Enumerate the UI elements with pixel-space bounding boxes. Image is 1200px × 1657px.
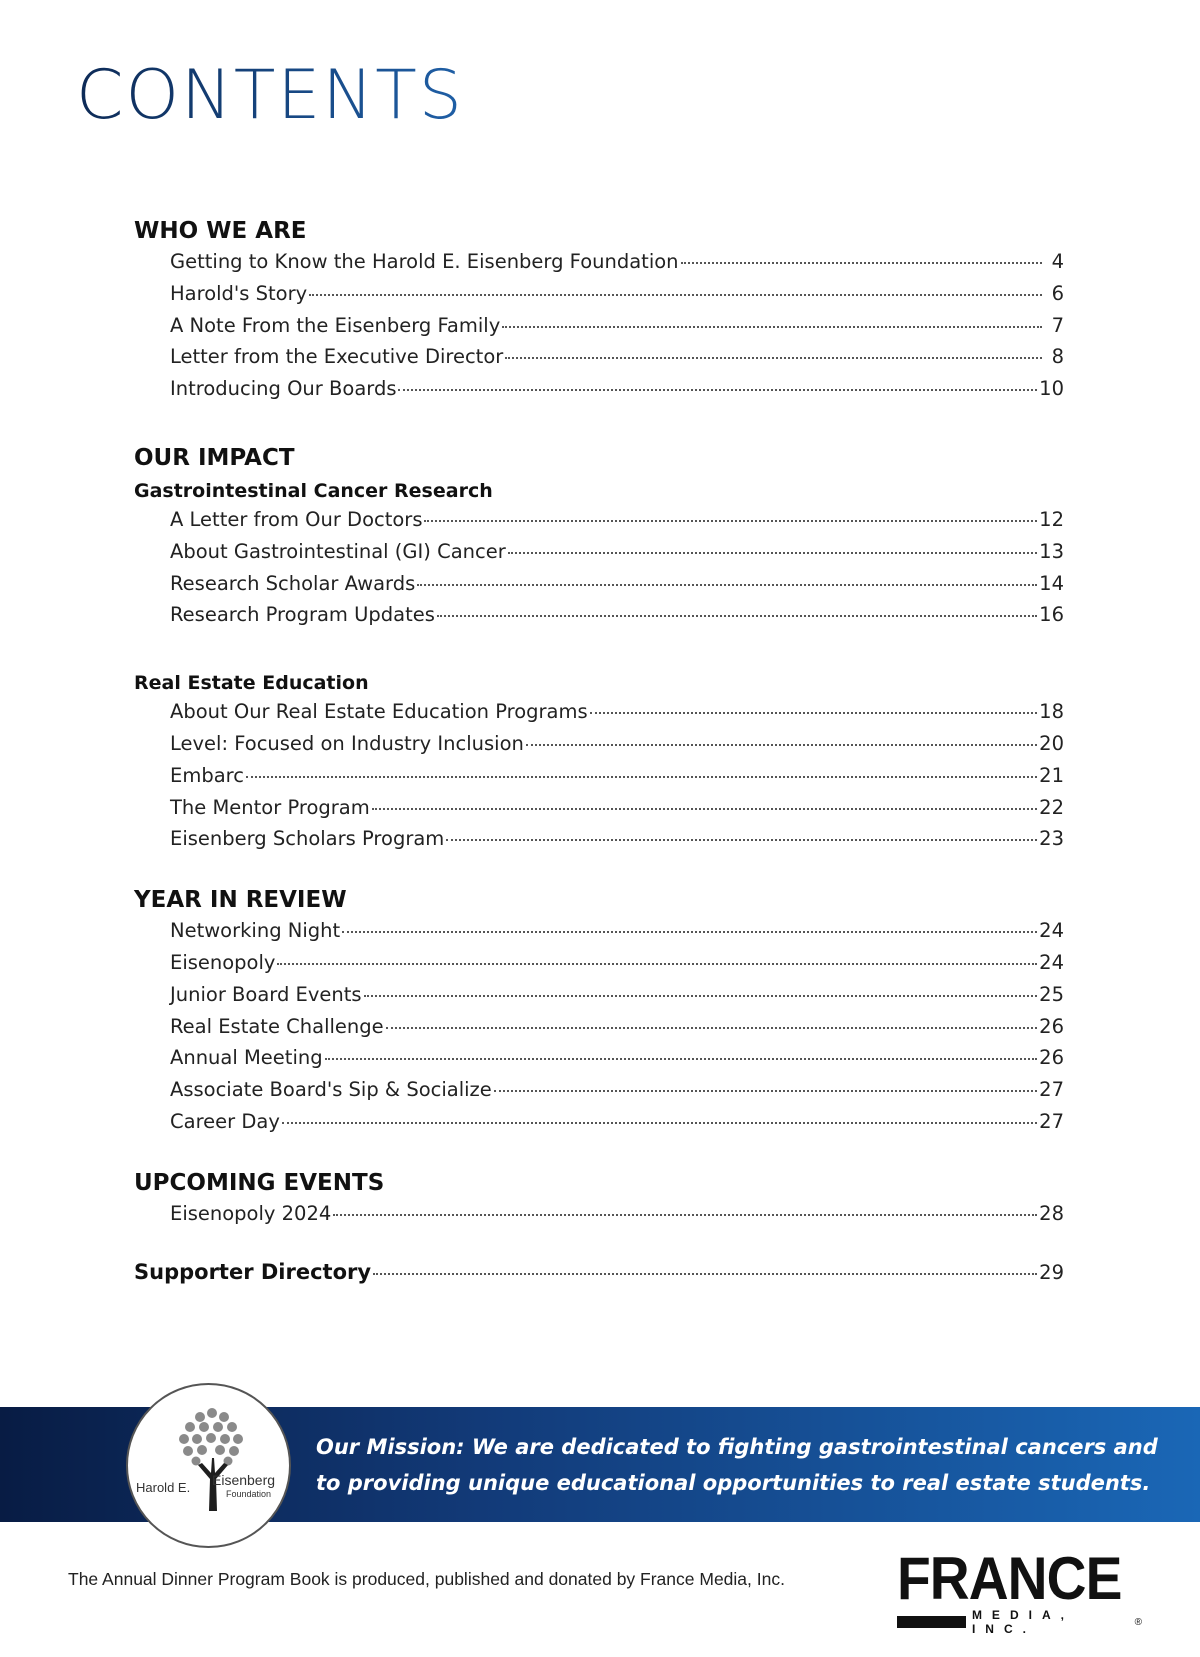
toc-entry-page: 14 — [1039, 571, 1064, 595]
footer-credit: The Annual Dinner Program Book is produced, published and donated by France Media, Inc. — [68, 1569, 785, 1589]
toc-entry-page: 8 — [1051, 345, 1064, 369]
toc-entry-label: Letter from the Executive Director — [170, 345, 504, 369]
toc-entry[interactable] — [134, 314, 1064, 346]
dot-leader — [446, 839, 1037, 841]
logo-name-left: Harold E. — [136, 1480, 191, 1495]
toc-entry-page: 18 — [1039, 700, 1064, 724]
toc-entry-page: 27 — [1039, 1078, 1064, 1102]
dot-leader — [494, 1090, 1037, 1092]
page-title: CONTENTS — [76, 56, 464, 135]
toc-entry-page: 16 — [1039, 603, 1064, 627]
toc-entry[interactable] — [134, 572, 1064, 604]
dot-leader — [342, 931, 1037, 933]
subsection-title-real-estate-education: Real Estate Education — [134, 672, 369, 695]
toc-entry-label: Research Program Updates — [170, 603, 435, 627]
logo-bar — [897, 1616, 966, 1628]
dot-leader — [277, 963, 1037, 965]
toc-entry-page: 12 — [1039, 507, 1064, 531]
logo-name-right — [212, 1473, 275, 1501]
france-media-logo — [897, 1545, 1142, 1636]
toc-entry[interactable] — [134, 1202, 1064, 1234]
mission-statement — [316, 1429, 1176, 1501]
toc-entry-page: 13 — [1039, 539, 1064, 563]
toc-entry-label: A Note From the Eisenberg Family — [170, 313, 501, 337]
foundation-logo — [126, 1383, 291, 1548]
logo-name-main: Eisenberg — [212, 1472, 276, 1488]
dot-leader — [417, 584, 1037, 586]
section-title-upcoming-events: UPCOMING EVENTS — [134, 1169, 385, 1196]
toc-entry-label: Introducing Our Boards — [170, 377, 397, 401]
toc-list-upcoming-events — [134, 1202, 1064, 1234]
subsection-title-gi-research: Gastrointestinal Cancer Research — [134, 479, 493, 502]
toc-entry-label: Level: Focused on Industry Inclusion — [170, 731, 524, 755]
dot-leader — [681, 262, 1042, 264]
registered-mark: ® — [1134, 1616, 1142, 1628]
toc-entry[interactable] — [134, 983, 1064, 1015]
toc-entry-page: 25 — [1039, 982, 1064, 1006]
dot-leader — [246, 776, 1037, 778]
toc-entry-supporter-directory[interactable] — [134, 1260, 1064, 1292]
toc-list-who-we-are — [134, 250, 1064, 409]
toc-entry-page: 10 — [1039, 377, 1064, 401]
toc-entry-page: 26 — [1039, 1046, 1064, 1070]
toc-list-real-estate-education — [134, 700, 1064, 859]
toc-entry[interactable] — [134, 508, 1064, 540]
dot-leader — [386, 1027, 1038, 1029]
toc-entry-label: The Mentor Program — [170, 795, 370, 819]
toc-entry-page: 26 — [1039, 1014, 1064, 1038]
toc-entry-page: 22 — [1039, 795, 1064, 819]
toc-entry-label: About Our Real Estate Education Programs — [170, 700, 588, 724]
publisher-sub: MEDIA, INC. — [971, 1608, 1074, 1636]
toc-entry-label: Supporter Directory — [134, 1259, 372, 1284]
toc-entry-page: 23 — [1039, 827, 1064, 851]
toc-entry-label: Associate Board's Sip & Socialize — [170, 1078, 492, 1102]
section-title-who-we-are: WHO WE ARE — [134, 218, 307, 244]
toc-entry-label: Annual Meeting — [170, 1046, 323, 1070]
section-title-year-in-review: YEAR IN REVIEW — [134, 887, 347, 914]
toc-entry-label: Research Scholar Awards — [170, 571, 416, 595]
toc-entry-label: Eisenopoly — [170, 950, 276, 974]
toc-entry-label: A Letter from Our Doctors — [170, 507, 423, 531]
toc-entry[interactable] — [134, 1078, 1064, 1110]
toc-entry-label: About Gastrointestinal (GI) Cancer — [170, 539, 506, 563]
dot-leader — [424, 520, 1037, 522]
dot-leader — [333, 1214, 1037, 1216]
toc-entry-page: 24 — [1039, 919, 1064, 943]
section-title-our-impact: OUR IMPACT — [134, 444, 295, 471]
toc-entry[interactable] — [134, 732, 1064, 764]
toc-entry[interactable] — [134, 1110, 1064, 1142]
dot-leader — [282, 1122, 1037, 1124]
toc-entry-page: 4 — [1051, 250, 1064, 273]
toc-entry[interactable] — [134, 951, 1064, 983]
toc-entry[interactable] — [134, 282, 1064, 314]
toc-entry-label: Harold's Story — [170, 281, 308, 305]
toc-list-year-in-review — [134, 919, 1064, 1142]
dot-leader — [437, 615, 1037, 617]
toc-entry[interactable] — [134, 1046, 1064, 1078]
toc-entry[interactable] — [134, 540, 1064, 572]
toc-entry-page: 21 — [1039, 763, 1064, 787]
table-of-contents — [134, 216, 1064, 1292]
toc-entry[interactable] — [134, 827, 1064, 859]
toc-entry-label: Real Estate Challenge — [170, 1014, 384, 1038]
toc-entry-page: 6 — [1051, 281, 1064, 305]
toc-entry-page: 20 — [1039, 731, 1064, 755]
toc-entry[interactable] — [134, 919, 1064, 951]
toc-entry-label: Eisenopoly 2024 — [170, 1201, 332, 1225]
dot-leader — [526, 744, 1037, 746]
toc-entry[interactable] — [134, 1015, 1064, 1047]
mission-line: Our Mission: We are dedicated to fighting gastrointestinal cancers and — [316, 1435, 1158, 1459]
toc-entry[interactable] — [134, 377, 1064, 409]
toc-entry-label: Eisenberg Scholars Program — [170, 827, 445, 851]
dot-leader — [398, 389, 1037, 391]
publisher-name: FRANCE — [897, 1545, 1122, 1612]
toc-entry-label: Getting to Know the Harold E. Eisenberg Foundation — [170, 250, 679, 273]
dot-leader — [309, 294, 1042, 296]
toc-entry[interactable] — [134, 764, 1064, 796]
toc-entry-label: Networking Night — [170, 919, 341, 943]
dot-leader — [508, 552, 1037, 554]
toc-entry-page: 27 — [1039, 1109, 1064, 1133]
toc-entry[interactable] — [134, 250, 1064, 282]
dot-leader — [505, 357, 1042, 359]
dot-leader — [590, 712, 1038, 714]
toc-entry[interactable] — [134, 345, 1064, 377]
toc-entry-page: 7 — [1051, 313, 1064, 337]
toc-entry[interactable] — [134, 796, 1064, 828]
toc-entry[interactable] — [134, 603, 1064, 635]
dot-leader — [364, 995, 1038, 997]
toc-entry[interactable] — [134, 700, 1064, 732]
toc-entry-page: 29 — [1039, 1260, 1064, 1284]
toc-list-gi-research — [134, 508, 1064, 635]
toc-entry-page: 28 — [1039, 1201, 1064, 1225]
mission-line: to providing unique educational opportunities to real estate students. — [316, 1471, 1151, 1495]
dot-leader — [325, 1058, 1038, 1060]
toc-entry-label: Embarc — [170, 763, 244, 787]
logo-name-sub: Foundation — [226, 1489, 272, 1499]
dot-leader — [372, 808, 1037, 810]
toc-entry-label: Career Day — [170, 1109, 280, 1133]
dot-leader — [502, 326, 1042, 328]
dot-leader — [373, 1273, 1037, 1275]
toc-entry-page: 24 — [1039, 950, 1064, 974]
toc-entry-label: Junior Board Events — [170, 982, 362, 1006]
